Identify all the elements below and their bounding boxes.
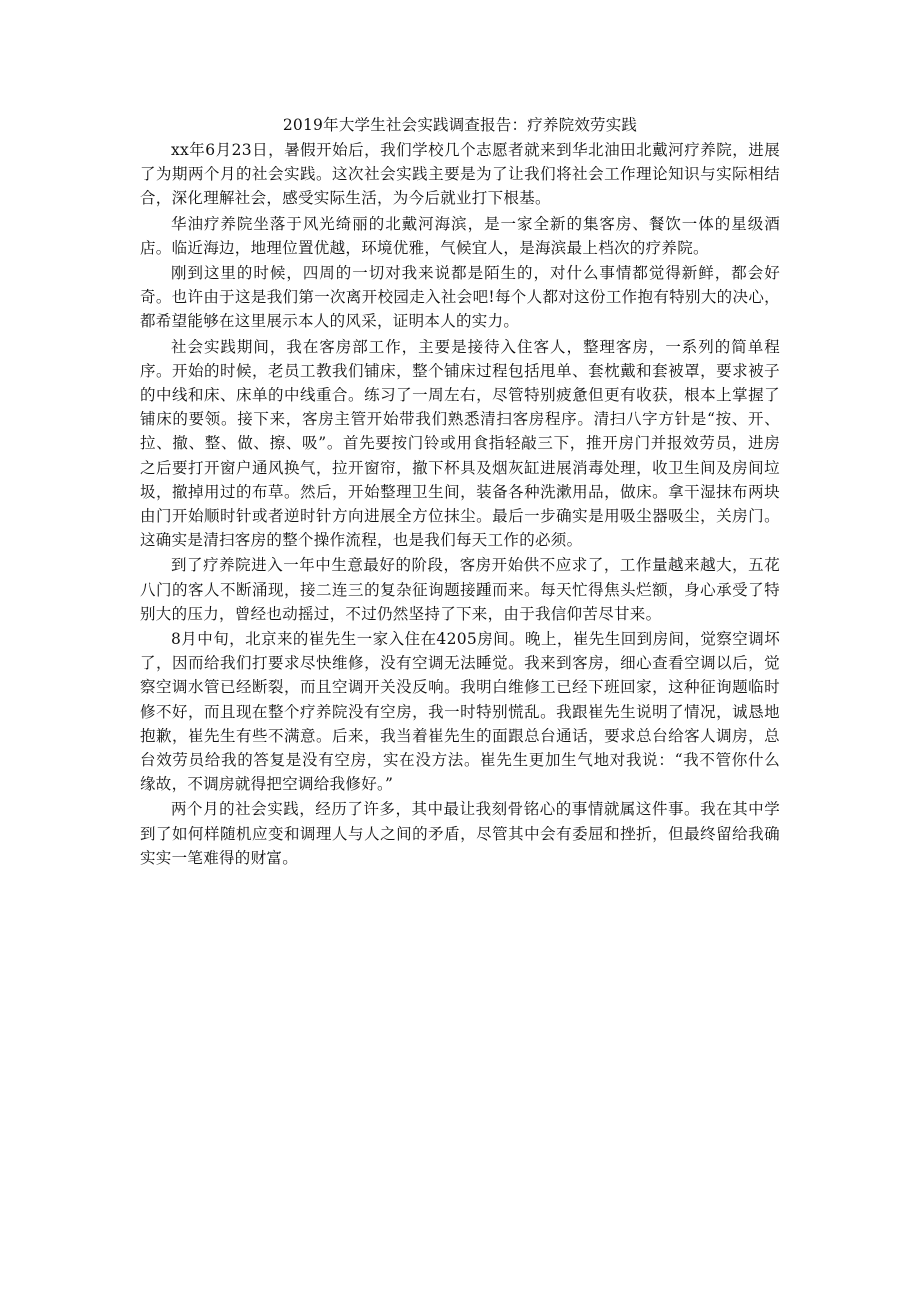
paragraph-2: 华油疗养院坐落于风光绮丽的北戴河海滨，是一家全新的集客房、餐饮一体的星级酒店。临近海边，地理位置优越，环境优雅，气候宜人，是海滨最上档次的疗养院。 — [140, 214, 780, 257]
paragraph-6: 8月中旬，北京来的崔先生一家入住在4205房间。晚上，崔先生回到房间，觉察空调坏了，因而给我们打要求尽快维修，没有空调无法睡觉。我来到客房，细心查看空调以后，觉察空调水管已经断裂，而且空调开关没反响。我明白维修工已经下班回家，这种征询题临时修不好，而且现在整个疗养院没有空房，我一时特别慌乱。我跟崔先生说明了情况，诚恳地抱歉，崔先生有些不满意。后来，我当着崔先生的面跟总台通话，要求总台给客人调房，总台效劳员给我的答复是没有空房，实在没方法。崔先生更加生气地对我说：“我不管你什么缘故，不调房就得把空调给我修好。” — [140, 630, 780, 794]
paragraph-4: 社会实践期间，我在客房部工作，主要是接待入住客人，整理客房，一系列的简单程序。开始的时候，老员工教我们铺床，整个铺床过程包括甩单、套枕戴和套被罩，要求被子的中线和床、床单的中线重合。练习了一周左右，尽管特别疲惫但更有收获，根本上掌握了铺床的要领。接下来，客房主管开始带我们熟悉清扫客房程序。清扫八字方针是“按、开、拉、撤、整、做、擦、吸”。首先要按门铃或用食指轻敲三下，推开房门并报效劳员，进房之后要打开窗户通风换气，拉开窗帘，撤下杯具及烟灰缸进展消毒处理，收卫生间及房间垃圾，撤掉用过的布草。然后，开始整理卫生间，装备各种洗漱用品，做床。拿干湿抹布两块由门开始顺时针或者逆时针方向进展全方位抹尘。最后一步确实是用吸尘器吸尘，关房门。这确实是清扫客房的整个操作流程，也是我们每天工作的必须。 — [140, 337, 780, 550]
paragraph-5: 到了疗养院进入一年中生意最好的阶段，客房开始供不应求了，工作量越来越大，五花八门的客人不断涌现，接二连三的复杂征询题接踵而来。每天忙得焦头烂额，身心承受了特别大的压力，曾经也动摇过，不过仍然坚持了下来，由于我信仰苦尽甘来。 — [140, 556, 780, 623]
document-title: 2019年大学生社会实践调查报告：疗养院效劳实践 — [282, 116, 638, 134]
paragraph-1: xx年6月23日，暑假开始后，我们学校几个志愿者就来到华北油田北戴河疗养院，进展了为期两个月的社会实践。这次社会实践主要是为了让我们将社会工作理论知识与实际相结合，深化理解社会，感受实际生活，为今后就业打下根基。 — [140, 141, 780, 208]
document-body — [140, 114, 780, 871]
paragraph-3: 刚到这里的时候，四周的一切对我来说都是陌生的，对什么事情都觉得新鲜，都会好奇。也许由于这是我们第一次离开校园走入社会吧!每个人都对这份工作抱有特别大的决心，都希望能够在这里展示本人的风采，证明本人的实力。 — [140, 264, 780, 331]
paragraph-7: 两个月的社会实践，经历了许多，其中最让我刻骨铭心的事情就属这件事。我在其中学到了如何样随机应变和调理人与人之间的矛盾，尽管其中会有委屈和挫折，但最终留给我确实实一笔难得的财富。 — [140, 800, 780, 867]
